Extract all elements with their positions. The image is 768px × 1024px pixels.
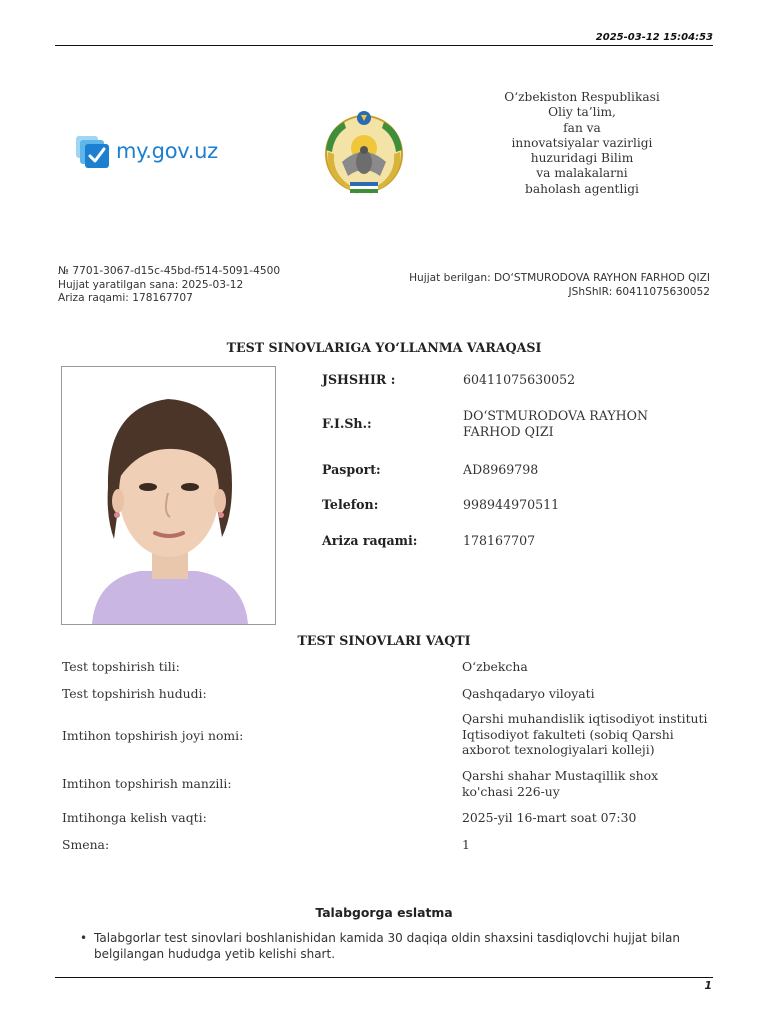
header-divider bbox=[55, 45, 713, 46]
info-label: Telefon: bbox=[322, 497, 379, 512]
schedule-label: Imtihon topshirish manzili: bbox=[62, 776, 232, 791]
info-value: 998944970511 bbox=[463, 497, 560, 512]
note-text: Talabgorlar test sinovlari boshlanishidan kamida 30 daqiqa oldin shaxsini tasdiqlovchi hujjat bilan belgilangan hududga yetib kelishi shart. bbox=[94, 931, 681, 961]
info-value: 178167707 bbox=[463, 533, 536, 548]
logo-text: my.gov.uz bbox=[116, 139, 218, 163]
timestamp: 2025-03-12 15:04:53 bbox=[595, 32, 713, 43]
agency-line: huzuridagi Bilim bbox=[530, 151, 634, 166]
schedule-value: 2025-yil 16-mart soat 07:30 bbox=[462, 810, 637, 825]
mygov-checkmark-icon bbox=[76, 134, 110, 168]
state-emblem-icon bbox=[314, 104, 414, 200]
agency-line: O‘zbekiston Respublikasi bbox=[504, 90, 660, 104]
application-number: Ariza raqami: 178167707 bbox=[58, 292, 193, 305]
info-value: AD8969798 bbox=[463, 462, 539, 477]
issued-to: Hujjat berilgan: DO‘STMURODOVA RAYHON FARHOD QIZI bbox=[409, 272, 710, 284]
note-title: Talabgorga eslatma bbox=[315, 905, 453, 920]
info-label: F.I.Sh.: bbox=[322, 416, 372, 431]
info-row-fish bbox=[322, 408, 722, 439]
created-date: Hujjat yaratilgan sana: 2025-03-12 bbox=[58, 278, 244, 291]
schedule-value: Qashqadaryo viloyati bbox=[462, 686, 595, 701]
agency-line: innovatsiyalar vazirligi bbox=[511, 135, 653, 150]
schedule-label: Smena: bbox=[62, 837, 110, 852]
schedule-title: TEST SINOVLARI VAQTI bbox=[297, 633, 471, 648]
info-row-application bbox=[322, 533, 722, 549]
info-label: JSHSHIR : bbox=[322, 372, 396, 387]
info-row-passport bbox=[322, 462, 722, 478]
schedule-label: Imtihonga kelish vaqti: bbox=[62, 810, 207, 825]
applicant-photo bbox=[61, 366, 276, 625]
document-number: № 7701-3067-d15c-45bd-f514-5091-4500 bbox=[58, 265, 281, 277]
page-title: TEST SINOVLARIGA YO‘LLANMA VARAQASI bbox=[226, 340, 542, 355]
schedule-value: 1 bbox=[462, 837, 470, 852]
recipient-meta bbox=[409, 272, 710, 299]
agency-line: va malakalarni bbox=[536, 166, 628, 181]
page-number: 1 bbox=[704, 979, 712, 992]
info-label: Ariza raqami: bbox=[322, 533, 418, 548]
schedule-label: Test topshirish tili: bbox=[62, 659, 180, 674]
info-value: 60411075630052 bbox=[463, 372, 576, 387]
info-row-phone bbox=[322, 497, 722, 513]
footer-divider bbox=[55, 977, 713, 978]
document-meta bbox=[58, 265, 280, 306]
note-item bbox=[80, 930, 720, 962]
bullet-icon: • bbox=[80, 931, 88, 945]
info-value: DO‘STMURODOVA RAYHON FARHOD QIZI bbox=[463, 408, 649, 439]
agency-name bbox=[482, 90, 682, 197]
recipient-jshshir: JShShIR: 60411075630052 bbox=[568, 285, 710, 298]
info-row-jshshir bbox=[322, 372, 722, 388]
agency-line: fan va bbox=[563, 120, 601, 135]
schedule-label: Test topshirish hududi: bbox=[62, 686, 207, 701]
schedule-label: Imtihon topshirish joyi nomi: bbox=[62, 728, 244, 743]
mygov-logo bbox=[76, 134, 218, 168]
schedule-value: Qarshi muhandislik iqtisodiyot instituti Iqtisodiyot fakulteti (sobiq Qarshi axborot texnologiyalari kolleji) bbox=[462, 711, 708, 758]
agency-line: Oliy ta’lim, bbox=[548, 105, 616, 120]
info-label: Pasport: bbox=[322, 462, 381, 477]
agency-line: baholash agentligi bbox=[525, 181, 639, 196]
portrait-image bbox=[62, 367, 275, 624]
schedule-value: Qarshi shahar Mustaqillik shox ko'chasi 226-uy bbox=[462, 768, 659, 799]
schedule-value: O‘zbekcha bbox=[462, 659, 528, 674]
